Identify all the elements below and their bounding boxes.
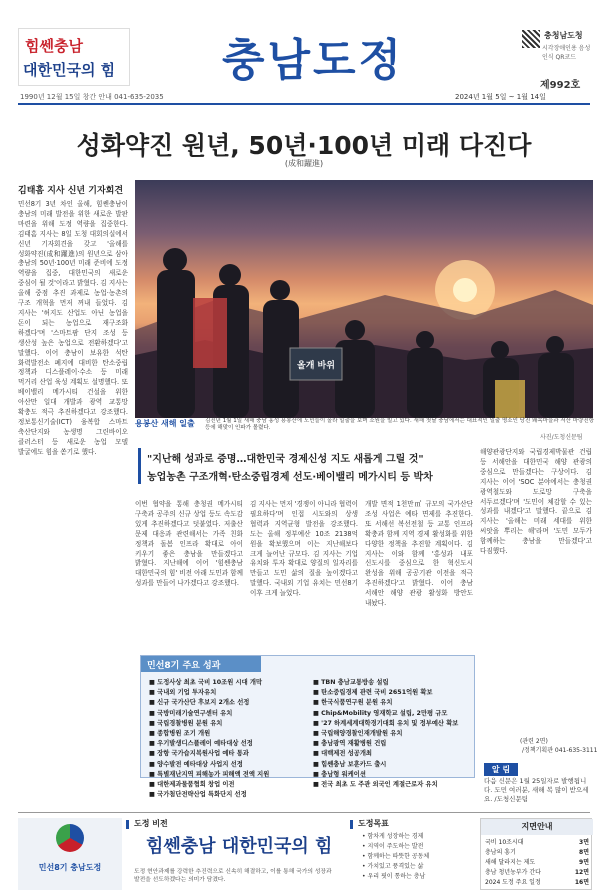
vision-label-marker <box>126 820 129 829</box>
index-page: 8면 <box>579 849 589 856</box>
index-page: 3면 <box>579 839 589 846</box>
vision-label: 도정 비전 <box>134 819 168 828</box>
list-item: ■ 충남광역 재활병원 건립 <box>313 740 387 748</box>
masthead-divider <box>18 103 590 105</box>
article-byline: 김태흠 지사 신년 기자회견 <box>18 186 124 196</box>
list-item: ■ 대백제전 성공개최 <box>313 750 372 758</box>
list-item: ■ 한국식품연구원 분원 유치 <box>313 699 393 707</box>
list-item: • 함차게 성장하는 경제 <box>362 833 424 840</box>
list-item: • 가치있고 풍격있는 삶 <box>362 863 424 870</box>
founded-line: 1990년 12월 15일 창간 안내 041-635-2035 <box>20 93 164 101</box>
index-page: 16면 <box>574 879 589 886</box>
list-item: ■ 힘쎈충남 보훈카드 출시 <box>313 760 387 768</box>
achievements-left-list <box>149 678 309 800</box>
term-logo-text: 민선8기 충남도정 <box>38 863 102 872</box>
achievements-header <box>141 656 261 672</box>
list-item: ■ 국립해양경찰인재개발원 유치 <box>313 730 403 738</box>
page-index-title: 지면안내 <box>481 819 593 835</box>
index-label: 국비 10조시대 <box>485 839 524 846</box>
list-item: ■ 장항 국가습지복원사업 예타 통과 <box>149 750 249 758</box>
list-item: ■ 국립경찰병원 분원 유치 <box>149 719 223 727</box>
notice-box <box>484 763 592 823</box>
rock-sign: 올개 바위 <box>297 361 335 371</box>
vision-slogan: 힘쎈충남 대한민국의 힘 <box>146 836 333 857</box>
publisher-name: 충청남도청 <box>544 31 583 40</box>
achievements-box <box>140 655 475 799</box>
list-item: ■ 양수발전 예타대상 사업지 선정 <box>149 760 243 768</box>
list-item: • 우리 핏이 통하는 충남 <box>362 873 426 880</box>
list-item: ■ 국내외 기업 투자유치 <box>149 689 217 697</box>
goals-section <box>350 818 475 890</box>
slogan-line-2: 대한민국의 힘 <box>23 61 116 79</box>
index-row[interactable] <box>485 848 589 858</box>
index-row[interactable] <box>485 858 589 868</box>
index-label: 충남 청년농부가 간다 <box>485 869 541 876</box>
achievements-title: 민선8기 주요 성과 <box>147 661 221 671</box>
slogan-line-1: 힘쎈충남 <box>25 37 83 55</box>
list-item: ■ TBN 충남교통방송 설립 <box>313 679 389 686</box>
sunrise-photo <box>135 180 593 418</box>
index-label: 2024 도정 주요 일정 <box>485 879 541 886</box>
list-item: ■ 특별재난지역 피해농가 피해액 전액 지원 <box>149 770 270 778</box>
list-item: ■ 종합병원 조기 개원 <box>149 730 211 738</box>
subhead-line-1: "지난해 성과로 증명…대한민국 경제신성 지도 새롭게 그릴 것" <box>147 454 424 465</box>
list-item: • 함께하는 따뜻한 공동체 <box>362 853 430 860</box>
notice-text: 다음 신문은 1월 25일자로 발행됩니다. 도민 여러분, 새해 복 많이 받으세요. /도청신문팀 <box>484 777 589 803</box>
issue-date: 2024년 1월 5일 ~ 1월 14일 <box>455 93 546 101</box>
term-logo-icon <box>56 824 84 852</box>
article-column-3: 김 지사는 먼저 '경쟁이 아니라 협력이 필요하다'며 인접 시도와의 상생 협력과 지역균형 발전을 강조했다. 도는 올해 정부예산 10조 2138억 원을 확보했으며 이는 지난해보다 크게 늘어난 규모다. 김 지사는 기업 유치와 투자 확대로 양질의 일자리를 만들고 도민 삶의 질을 높이겠다고 말했다. 국내외 기업 유치는 민선8기 이후 크게 늘었다. <box>250 500 358 598</box>
article-column-2: 이번 협약을 통해 충청권 메가시티 구축과 공주의 신규 상업 등도 속도감 있게 추진하겠다고 덧붙였다. 저출산 문제 대응과 관련해서는 가족 친화 정책과 돌봄 인프라 확대로 아이 키우기 좋은 충남을 만들겠다고 밝혔다. 지난해에 이어 '힘쎈충남 대한민국의 힘' 비전 아래 도민과 함께 성과를 만들어 나가겠다고 강조했다. <box>135 500 243 588</box>
goals-label-marker <box>350 820 353 829</box>
list-item: ■ 국방미래기술연구센터 유치 <box>149 709 233 717</box>
article-column-1: 민선8기 3년 차인 올해, 힘쎈충남이 충남의 미래 발전을 위한 새로운 발판 마련을 위해 도정 역량을 집중한다. 김태흠 지사는 8일 도청 대회의실에서 신년 기자회견을 갖고 '올해를 성화약진(成和躍進)의 원년으로 삼아 충남의 50년·100년 미래 준비에 도정 역량을 집중, 대한민국의 새로운 중심이 될 것'이라고 밝혔다. 김 지사는 올해 중점 추진 과제로 농업·농촌의 구조 개혁을 먼저 꺼내 들었다. 김 지사는 '허지도 산업도 아닌 농업을 돈이 되는 농업으로 재구조화 하겠다'며 '스마트팜 단지 조성 등 생산성 높은 농업으로 전환하겠다'고 말했다. 이어 충남이 보유한 석탄 화력발전소 폐지에 대비한 탄소중립 정책과 디스플레이·수소 등 미래 먹거리 산업 육성 계획도 설명했다. 또 베이밸리 메가시티 건설을 위한 아산만 일대 개발과 광역 교통망 확충도 적극 추진하겠다고 강조했다. 정보통신기술(ICT) 융복합 스마트 축산단지와 농생명 그린바이오 클러스터 등 새로운 농업 모델 발굴에도 힘을 쏟기로 했다. <box>18 200 128 456</box>
qr-code-icon <box>522 30 540 48</box>
index-label: 새해 달라지는 제도 <box>485 859 536 866</box>
list-item: • 지역이 주도하는 발전 <box>362 843 424 850</box>
list-item: ■ 국가첨단전략산업 특화단지 선정 <box>149 791 247 799</box>
subhead-line-2: 농업농촌 구조개혁·탄소중립경제 선도·베이밸리 메가시티 등 박차 <box>147 472 433 483</box>
list-item: ■ 대한제과물품협회 창업 이전 <box>149 781 235 789</box>
bottom-divider <box>18 812 590 813</box>
index-page: 12면 <box>574 869 589 876</box>
photo-caption-title: 용봉산 새해 일출 <box>135 419 195 428</box>
list-item: ■ 신규 국가산단 후보지 2개소 선정 <box>149 699 250 707</box>
achievements-right-list <box>313 678 473 790</box>
term-logo-box <box>18 818 122 890</box>
vision-section <box>126 818 341 890</box>
list-item: ■ 탄소중립경제 관련 국비 2651억원 확보 <box>313 689 433 697</box>
article-column-4: 개발 면적 1천만㎡ 규모의 국가산단 조성 사업은 예타 면제를 추진한다. 또 서해선 복선전철 등 교통 인프라 확충과 함께 지역 경제 활성화를 위한 다양한 정책을 추진할 계획이다. 김 지사는 이와 함께 '홍성과 내포 신도시를 중심으로 한 혁신도시 완성을 위해 공공기관 이전을 적극 추진하겠다'고 밝혔다. 이어 충남 서해안 해양 관광 활성화 방안도 내놨다. <box>365 500 473 608</box>
photo-caption: 김진년 1월 1일 새해 충남 홍성 용봉산에 도민들이 올라 일출을 보며 소원을 빌고 있다. 새해 첫날 충남에서는 대표적인 일출 명소인 당진 왜목마을과 서산 마량진항 등에 해맞이 인파가 몰렸다. <box>205 418 594 431</box>
goals-label: 도정목표 <box>358 819 389 828</box>
article-subhead <box>138 448 468 484</box>
article-column-5: 해양관광단지와 국립경제박물관 건립 등 서해안을 대한민국 해양 관광의 중심으로 만들겠다는 구상이다. 김 지사는 이어 'SOC 분야에서는 충청권 광역철도와 도로망 구축을 서두르겠다'며 '도민이 체감할 수 있는 성과를 내겠다'고 말했다. 끝으로 김 지사는 '올해는 미래 세대를 위한 씨앗을 뿌리는 해'라며 '도민 모두가 함께하는 충남을 만들겠다'고 다짐했다. <box>480 448 592 556</box>
index-row[interactable] <box>485 878 589 888</box>
related-page-note: (관련 2면) <box>520 738 548 745</box>
list-item: ■ '27 하계세계대학경기대회 유치 및 정부예산 확보 <box>313 719 459 727</box>
list-item: ■ 우기발생디스플레이 예타대상 선정 <box>149 740 253 748</box>
goals-list <box>362 832 429 882</box>
index-row[interactable] <box>485 868 589 878</box>
main-headline: 성화약진 원년, 50년·100년 미래 다진다 <box>76 131 532 160</box>
index-row[interactable] <box>485 838 589 848</box>
issue-number: 제992호 <box>540 80 581 91</box>
list-item: ■ Chip&Mobility 영재학교 설립, 2만평 규모 <box>313 709 448 717</box>
page-index-box <box>480 818 592 890</box>
newspaper-title: 충남도정 <box>222 35 405 86</box>
publisher-info: 시각장애인용 음성인식 QR코드 <box>542 45 591 61</box>
list-item: ■ 전국 최초 도 주관 외국인 계절근로자 유치 <box>313 781 438 789</box>
contact-line: /정책기획관 041-635-3111 <box>522 747 598 754</box>
vision-description: 도정 현안과제를 강력한 추진력으로 신속히 해결하고, 이를 통해 국가의 성장과 발전을 선도하겠다는 의미가 담겼다. <box>134 869 332 883</box>
list-item: ■ 도정사상 최초 국비 10조원 시대 개막 <box>149 679 263 686</box>
photo-credit: 사진/도청신문팀 <box>540 434 583 441</box>
notice-badge: 알 림 <box>484 763 518 776</box>
index-page: 9면 <box>579 859 589 866</box>
index-label: 충남의 흥기 <box>485 849 516 856</box>
headline-hanja: (成和躍進) <box>284 159 324 168</box>
slogan-logo <box>18 28 130 86</box>
list-item: ■ 충남형 워케이션 <box>313 770 366 778</box>
